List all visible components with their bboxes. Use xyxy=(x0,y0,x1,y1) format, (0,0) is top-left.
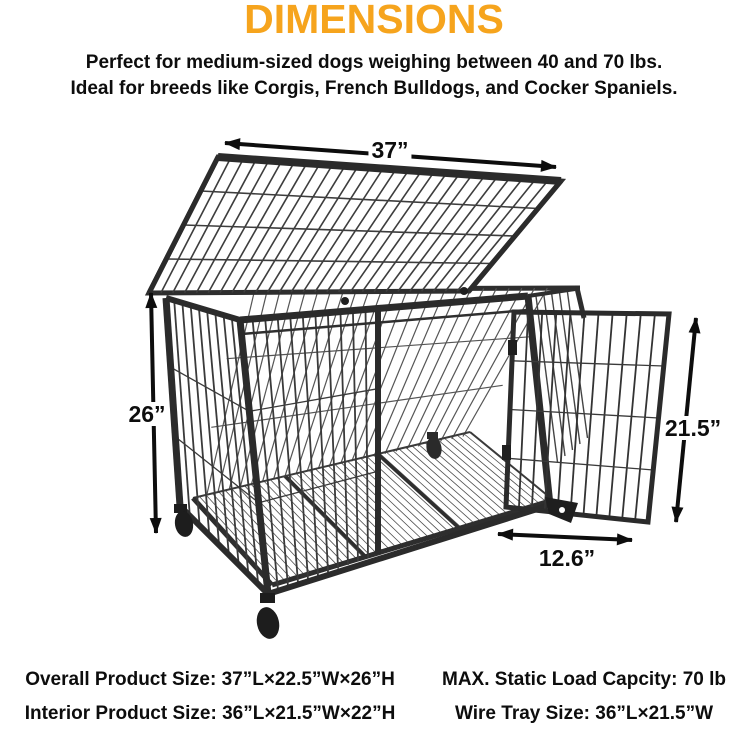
crate-body xyxy=(166,287,588,594)
spec-max-load: MAX. Static Load Capcity: 70 lb xyxy=(442,669,726,690)
dimension-label-door-height: 21.5” xyxy=(662,416,724,440)
dimension-label-door-width: 12.6” xyxy=(538,545,596,571)
caster-wheel-front xyxy=(254,593,282,641)
page-title: DIMENSIONS xyxy=(244,0,504,42)
door-latch xyxy=(545,497,578,523)
dimension-arrow-12-6 xyxy=(498,534,632,540)
crate-lid-open xyxy=(149,157,561,293)
dimension-label-lid-length: 37” xyxy=(368,138,411,162)
caster-wheel-left xyxy=(173,504,195,538)
door-hinge xyxy=(502,445,511,460)
lid-latch-clip xyxy=(341,297,349,305)
subtitle-line-2: Ideal for breeds like Corgis, French Bulldogs, and Cocker Spaniels. xyxy=(70,78,678,99)
dimension-label-cage-height: 26” xyxy=(125,402,168,426)
lid-latch-clip xyxy=(460,287,468,295)
spec-overall-size: Overall Product Size: 37”L×22.5”W×26”H xyxy=(25,669,395,690)
crate-door-open xyxy=(502,312,669,523)
spec-interior-size: Interior Product Size: 36”L×21.5”W×22”H xyxy=(24,703,396,724)
spec-wire-tray-size: Wire Tray Size: 36”L×21.5”W xyxy=(454,703,714,724)
spec-table xyxy=(0,669,748,725)
door-hinge xyxy=(508,340,517,355)
subtitle-line-1: Perfect for medium-sized dogs weighing between 40 and 70 lbs. xyxy=(85,52,663,73)
